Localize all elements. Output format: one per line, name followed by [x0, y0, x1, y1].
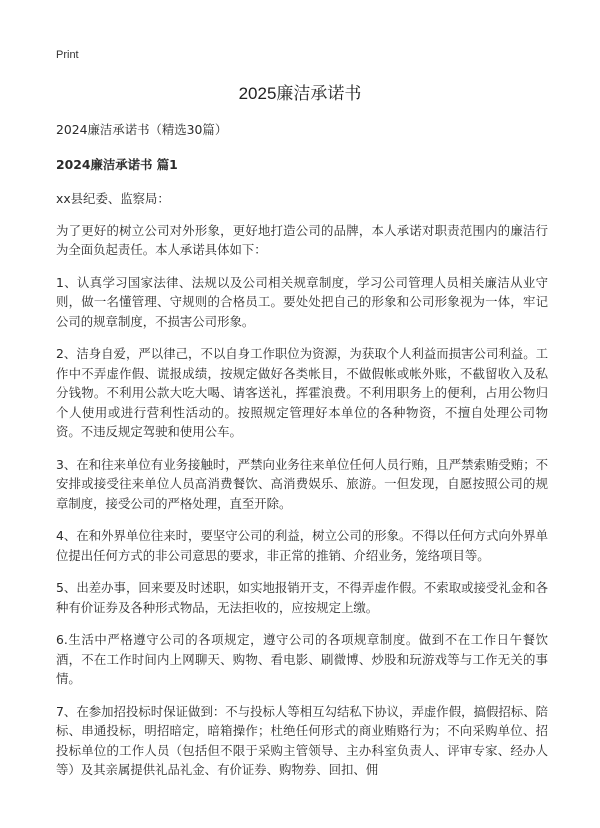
document-body	[56, 120, 548, 793]
paragraph-intro: 为了更好的树立公司对外形象，更好地打造公司的品牌，本人承诺对职责范围内的廉洁行为全面负起责任。本人承诺具体如下：	[56, 222, 548, 257]
paragraph-item-5: 5、出差办事，回来要及时述职，如实地报销开支，不得弄虚作假。不索取或接受礼金和各种有价证券及各种形式物品，无法拒收的，应按规定上缴。	[56, 580, 548, 615]
section-heading: 2024廉洁承诺书 篇1	[56, 156, 178, 172]
paragraph-item-6: 6.生活中严格遵守公司的各项规定，遵守公司的各项规章制度。做到不在工作日午餐饮酒，不在工作时间内上网聊天、购物、看电影、刷微博、炒股和玩游戏等与工作无关的事情。	[56, 632, 548, 686]
paragraph-item-2: 2、洁身自爱，严以律己，不以自身工作职位为资源，为获取个人利益而损害公司利益。工作中不弄虚作假、谎报成绩，按规定做好各类帐目，不做假帐或帐外账，不截留收入及私分钱物。不利用公款大吃大喝、请客送礼，挥霍浪费。不利用职务上的便利，占用公物归个人使用或进行营利性活动的。按照规定管理好本单位的各种物资，不擅自处理公司物资。不违反规定驾驶和使用公车。	[56, 346, 548, 439]
paragraph-item-7: 7、在参加招投标时保证做到：不与投标人等相互勾结私下协议，弄虚作假，搞假招标、陪标、串通投标，明招暗定，暗箱操作；杜绝任何形式的商业贿赂行为；不向采购单位、招投标单位的工作人员（包括但不限于采购主管领导、主办科室负责人、评审专家、经办人等）及其亲属提供礼品礼金、有价证券、购物券、回扣、佣	[56, 703, 548, 777]
salutation: xx县纪委、监察局：	[56, 191, 170, 206]
paragraph-item-4: 4、在和外界单位往来时，要坚守公司的利益，树立公司的形象。不得以任何方式向外界单位提出任何方式的非公司意思的要求，非正常的推销、介绍业务，笼络项目等。	[56, 528, 548, 563]
paragraph-item-3: 3、在和往来单位有业务接触时，严禁向业务往来单位任何人员行贿，且严禁索贿受贿；不安排或接受往来单位人员高消费餐饮、高消费娱乐、旅游。一但发现，自愿按照公司的规章制度，接受公司的严格处理，直至开除。	[56, 456, 548, 511]
document-subtitle: 2024廉洁承诺书（精选30篇）	[56, 122, 228, 137]
print-link[interactable]: Print	[56, 49, 79, 61]
document-title: 2025廉洁承诺书	[238, 84, 362, 103]
paragraph-item-1: 1、认真学习国家法律、法规以及公司相关规章制度，学习公司管理人员相关廉洁从业守则，做一名懂管理、守规则的合格员工。要处处把自己的形象和公司形象视为一体，牢记公司的规章制度，不损害公司形象。	[56, 274, 548, 329]
